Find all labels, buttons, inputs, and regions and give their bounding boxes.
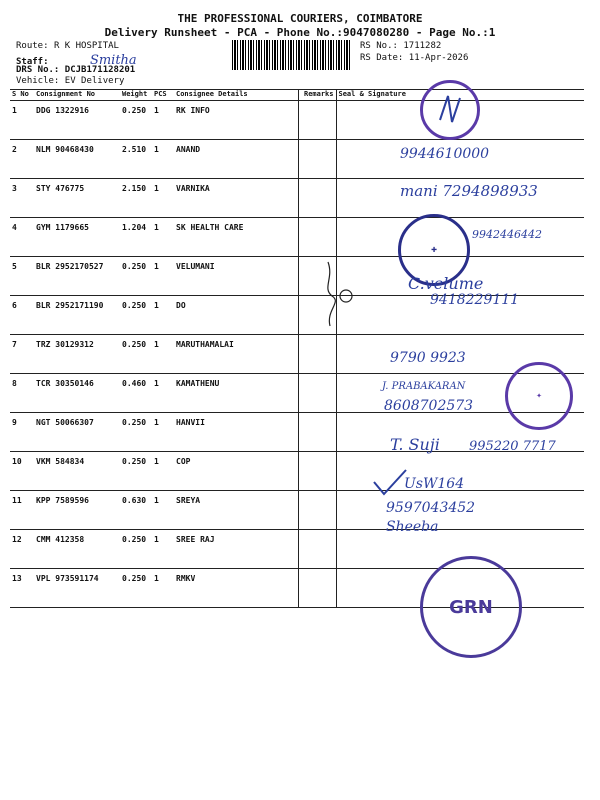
cell-weight: 1.204 xyxy=(120,218,152,257)
handwriting-row8a: J. PRABAKARAN xyxy=(382,381,466,392)
cell-consignee: DO xyxy=(174,296,298,335)
cell-consignment: GYM 1179665 xyxy=(34,218,120,257)
table-row xyxy=(10,257,584,296)
cell-consignment: TRZ 30129312 xyxy=(34,335,120,374)
seal-stamp-row8: ✦ xyxy=(505,362,573,430)
cell-consignee: SK HEALTH CARE xyxy=(174,218,298,257)
cell-weight: 0.250 xyxy=(120,569,152,608)
staff-signature: Smitha xyxy=(89,53,137,68)
cell-sno: 13 xyxy=(10,569,34,608)
cell-pcs: 1 xyxy=(152,569,174,608)
vehicle-label: Vehicle: xyxy=(16,76,60,86)
cell-remarks xyxy=(298,140,336,179)
cell-consignee: RMKV xyxy=(174,569,298,608)
handwriting-row7: 9790 9923 xyxy=(390,350,466,366)
cell-consignment: CMM 412358 xyxy=(34,530,120,569)
cell-sno: 10 xyxy=(10,452,34,491)
cell-pcs: 1 xyxy=(152,179,174,218)
cell-consignment: NGT 50066307 xyxy=(34,413,120,452)
cell-pcs: 1 xyxy=(152,257,174,296)
cell-consignee: ANAND xyxy=(174,140,298,179)
cell-pcs: 1 xyxy=(152,140,174,179)
cell-consignee: SREYA xyxy=(174,491,298,530)
staff-label: Staff: xyxy=(16,57,49,67)
barcode-graphic xyxy=(232,40,352,70)
vehicle-value: EV Delivery xyxy=(64,76,125,86)
seal-stamp-row1 xyxy=(420,80,480,140)
route-value: R K HOSPITAL xyxy=(53,41,119,51)
cell-remarks xyxy=(298,374,336,413)
table-row xyxy=(10,452,584,491)
cell-consignment: STY 476775 xyxy=(34,179,120,218)
cell-consignment: KPP 7589596 xyxy=(34,491,120,530)
cell-consignee: SREE RAJ xyxy=(174,530,298,569)
cell-sno: 7 xyxy=(10,335,34,374)
cell-consignment: NLM 90468430 xyxy=(34,140,120,179)
col-pcs: PCS xyxy=(152,90,174,101)
cell-pcs: 1 xyxy=(152,413,174,452)
cell-remarks xyxy=(298,413,336,452)
route-label: Route: xyxy=(16,41,49,51)
signature-scribble-row1 xyxy=(430,90,470,130)
cell-consignee: VELUMANI xyxy=(174,257,298,296)
cell-consignee: RK INFO xyxy=(174,101,298,140)
table-row xyxy=(10,491,584,530)
cell-remarks xyxy=(298,530,336,569)
handwriting-row9a: T. Suji xyxy=(390,435,440,454)
cell-consignment: VPL 973591174 xyxy=(34,569,120,608)
cell-sno: 3 xyxy=(10,179,34,218)
col-consignment: Consignment No xyxy=(34,90,120,101)
table-row xyxy=(10,530,584,569)
col-sno: S No xyxy=(10,90,34,101)
cell-remarks xyxy=(298,452,336,491)
cell-weight: 0.630 xyxy=(120,491,152,530)
tick-mark-row10 xyxy=(370,468,410,498)
cell-consignment: BLR 2952171190 xyxy=(34,296,120,335)
cell-sno: 6 xyxy=(10,296,34,335)
rs-date-row xyxy=(360,53,468,63)
rs-no-label: RS No.: xyxy=(360,41,398,51)
table-header xyxy=(10,90,584,101)
handwriting-row5b: 9418229111 xyxy=(430,292,520,308)
cell-consignee: COP xyxy=(174,452,298,491)
cell-weight: 2.510 xyxy=(120,140,152,179)
table-row xyxy=(10,335,584,374)
company-title: THE PROFESSIONAL COURIERS, COIMBATORE xyxy=(177,12,423,25)
cell-consignee: VARNIKA xyxy=(174,179,298,218)
cell-sno: 11 xyxy=(10,491,34,530)
cell-sno: 1 xyxy=(10,101,34,140)
cell-sno: 8 xyxy=(10,374,34,413)
drs-value: DCJB171128201 xyxy=(64,65,136,75)
cell-consignment: DDG 1322916 xyxy=(34,101,120,140)
cell-weight: 2.150 xyxy=(120,179,152,218)
drs-row xyxy=(16,65,135,75)
cell-weight: 0.250 xyxy=(120,335,152,374)
vehicle-row xyxy=(16,76,124,86)
handwriting-row8b: 8608702573 xyxy=(384,398,474,414)
cell-sno: 2 xyxy=(10,140,34,179)
cell-pcs: 1 xyxy=(152,452,174,491)
cell-consignee: MARUTHAMALAI xyxy=(174,335,298,374)
cell-sno: 9 xyxy=(10,413,34,452)
cell-pcs: 1 xyxy=(152,530,174,569)
handwriting-row9b: 995220 7717 xyxy=(468,439,556,454)
rs-no-row xyxy=(360,41,441,51)
cell-weight: 0.250 xyxy=(120,257,152,296)
handwriting-row2: 9944610000 xyxy=(400,146,490,162)
cell-weight: 0.250 xyxy=(120,530,152,569)
cell-consignment: BLR 2952170527 xyxy=(34,257,120,296)
col-weight: Weight xyxy=(120,90,152,101)
cell-consignee: HANVII xyxy=(174,413,298,452)
runsheet-subtitle: Delivery Runsheet - PCA - Phone No.:9047080280 - Page No.:1 xyxy=(104,26,496,39)
cell-weight: 0.250 xyxy=(120,413,152,452)
cell-remarks xyxy=(298,218,336,257)
cell-consignment: VKM 584834 xyxy=(34,452,120,491)
cell-remarks xyxy=(298,569,336,608)
cell-weight: 0.250 xyxy=(120,296,152,335)
seal-stamp-row13: GRN xyxy=(420,556,522,658)
cell-sno: 4 xyxy=(10,218,34,257)
cell-sno: 5 xyxy=(10,257,34,296)
signature-scribble-row5 xyxy=(318,258,362,330)
handwriting-row5a: C.velume xyxy=(408,274,484,293)
route-row xyxy=(16,41,119,51)
cell-consignment: TCR 30350146 xyxy=(34,374,120,413)
cell-weight: 0.250 xyxy=(120,452,152,491)
cell-weight: 0.460 xyxy=(120,374,152,413)
cell-remarks xyxy=(298,335,336,374)
col-consignee: Consignee Details xyxy=(174,90,298,101)
cell-consignee: KAMATHENU xyxy=(174,374,298,413)
handwriting-row4: 9942446442 xyxy=(472,228,542,241)
cell-pcs: 1 xyxy=(152,374,174,413)
col-seal: Seal & Signature xyxy=(336,90,584,101)
cell-pcs: 1 xyxy=(152,218,174,257)
table-row xyxy=(10,140,584,179)
cell-sno: 12 xyxy=(10,530,34,569)
runsheet-table xyxy=(10,89,584,608)
cell-remarks xyxy=(298,491,336,530)
rs-date-label: RS Date: xyxy=(360,53,404,63)
cell-pcs: 1 xyxy=(152,335,174,374)
cell-pcs: 1 xyxy=(152,101,174,140)
cell-weight: 0.250 xyxy=(120,101,152,140)
rs-no-value: 1711282 xyxy=(403,41,442,51)
cell-pcs: 1 xyxy=(152,296,174,335)
col-remarks: Remarks xyxy=(298,90,336,101)
handwriting-row11a: 9597043452 xyxy=(386,500,476,516)
table-row xyxy=(10,374,584,413)
drs-label: DRS No.: xyxy=(16,65,60,75)
cell-remarks xyxy=(298,101,336,140)
handwriting-row11b: Sheeba xyxy=(386,519,439,535)
rs-date-value: 11-Apr-2026 xyxy=(408,53,469,63)
handwriting-row3: mani 7294898933 xyxy=(400,182,538,200)
cell-pcs: 1 xyxy=(152,491,174,530)
table-row xyxy=(10,101,584,140)
seal-stamp-row4: ✚ xyxy=(398,214,470,286)
cell-remarks xyxy=(298,179,336,218)
handwriting-row10: UsW164 xyxy=(404,476,465,492)
handwriting-row9 xyxy=(390,435,570,454)
